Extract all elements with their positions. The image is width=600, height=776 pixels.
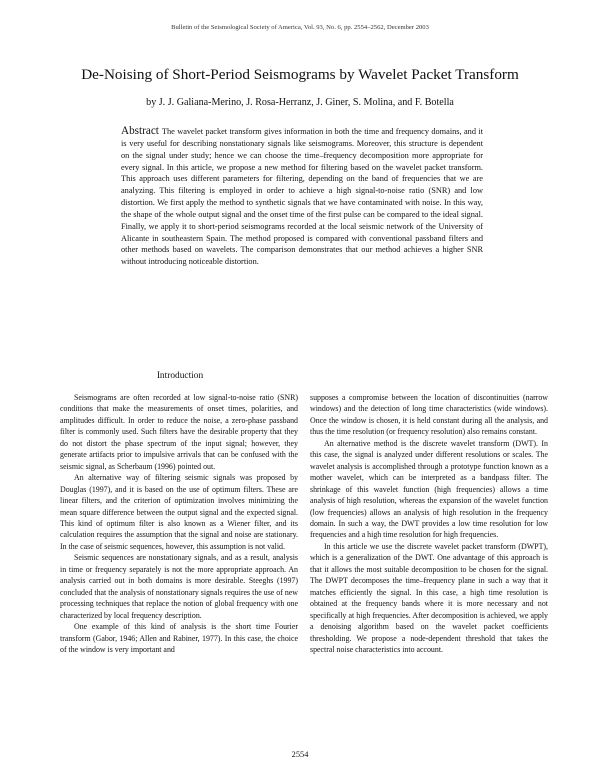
section-heading-introduction: Introduction	[156, 371, 204, 381]
paragraph: An alternative way of filtering seismic signals was proposed by Douglas (1997), and it is based on the use of optimum filters. These are linear filters, and the criterion of optimization involves minimizing the mean square difference between the output signal and the expected signal. This kind of optimum filter is also known as a Wiener filter, and its calculation requires the assumption that the signal and noise are stationary. In the case of seismic sequences, however, this assumption is not valid.	[60, 473, 298, 551]
author-list: by J. J. Galiana-Merino, J. Rosa-Herranz, J. Giner, S. Molina, and F. Botella	[146, 97, 454, 108]
paragraph: In this article we use the discrete wavelet packet transform (DWPT), which is a generalization of the DWT. One advantage of this approach is that it allows the most suitable decomposition to be chosen for the signal. The DWPT decomposes the time–frequency plane in such a way that it matches efficiently the signal. In this case, a high time resolution is obtained at the frequency bands where it is more necessary and not specifically at high frequencies. After decomposition is achieved, we apply a denoising algorithm based on the wavelet packet coefficients thresholding. We propose a node-dependent threshold that takes the spectral noise characteristics into account.	[310, 541, 548, 654]
right-column	[310, 392, 548, 655]
left-column	[60, 392, 298, 655]
paragraph: Seismic sequences are nonstationary signals, and as a result, analysis in time or frequency separately is not the more appropriate approach. An analysis carried out in both domains is more desirable. Steeghs (1997) concluded that the analysis of nonstationary signals requires the use of new processing techniques that replace the notion of global frequency with one characterized by local frequency description.	[60, 553, 298, 620]
paragraph: Seismograms are often recorded at low signal-to-noise ratio (SNR) conditions that make the measurements of onset times, polarities, and amplitudes difficult. In order to reduce the noise, a zero-phase passband filter is commonly used. Such filters have the desirable property that they do not distort the phase spectrum of the input signal; however, they generate artifacts prior to impulsive arrivals that can be confused with the seismic signal, as Scherbaum (1996) pointed out.	[60, 393, 298, 471]
paragraph: One example of this kind of analysis is the short time Fourier transform (Gabor, 1946; Allen and Rabiner, 1977). In this case, the choice of the window is very important and	[60, 622, 298, 654]
paragraph: supposes a compromise between the location of discontinuities (narrow windows) and the detection of long time characteristics (wide windows). Once the window is chosen, it is held constant during all the analysis, and thus the time resolution (or frequency resolution) also remains constant.	[310, 393, 548, 437]
abstract	[121, 126, 483, 268]
paragraph: An alternative method is the discrete wavelet transform (DWT). In this case, the signal is analyzed under different resolutions or scales. The wavelet analysis is accomplished through a prototype function known as a mother wavelet, which can be interpreted as a bandpass filter. The shrinkage of this wavelet function (high frequencies) allows a time analysis of high resolution, whereas the expansion of the wavelet function (low frequencies) allows an analysis of high resolution in the frequency domain. In such a way, the DWT provides a low time resolution for low frequencies and a high time resolution for high frequencies.	[310, 438, 548, 540]
running-head: Bulletin of the Seismological Society of America, Vol. 93, No. 6, pp. 2554–2562, December 2003	[171, 24, 429, 31]
abstract-text: The wavelet packet transform gives information in both the time and frequency domains, and it is very useful for describing nonstationary signals like seismograms. Moreover, this structure is dependent on the signal under study; hence we can choose the time–frequency decomposition more appropriate for every signal. In this article, we propose a new method for filtering based on the wavelet packet transform. This approach uses different parameters for filtering, depending on the band of frequencies that we are analyzing. This filtering is employed in order to achieve a high signal-to-noise ratio (SNR) and low distortion. We first apply the method to synthetic signals that we have contaminated with noise. In this way, the shape of the whole output signal and the onset time of the first pulse can be compared to the ideal signal. Finally, we apply it to short-period seismograms recorded at the local seismic network of the University of Alicante in southeastern Spain. The method proposed is compared with conventional passband filters and other methods based on wavelets. The comparison demonstrates that our method achieves a higher SNR without introducing noticeable distortion.	[121, 127, 483, 267]
abstract-heading: Abstract	[121, 125, 159, 137]
page-number: 2554	[291, 750, 309, 759]
article-title: De-Noising of Short-Period Seismograms by Wavelet Packet Transform	[81, 66, 519, 83]
